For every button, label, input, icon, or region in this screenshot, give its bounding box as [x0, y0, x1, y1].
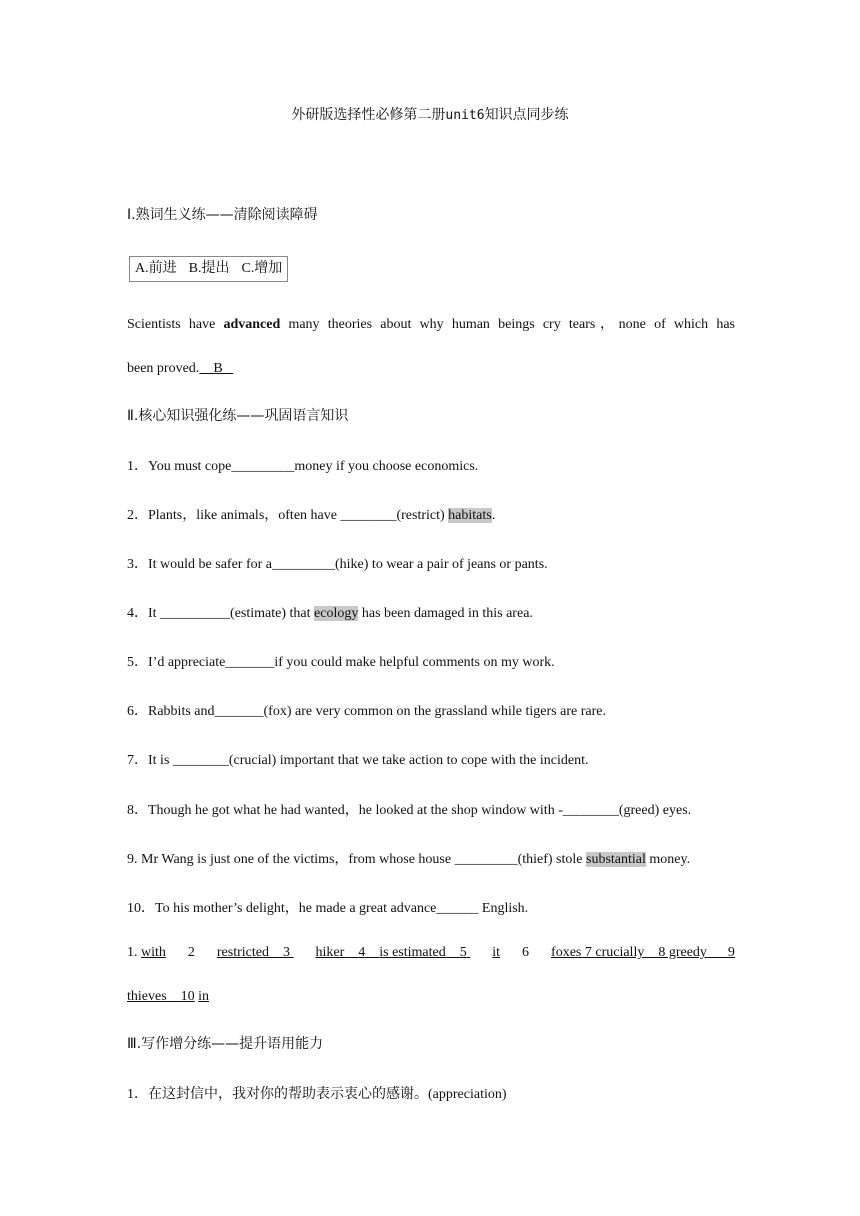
answer-key-line-1	[127, 945, 735, 961]
q4-text: 4．It __________(estimate) that	[127, 606, 311, 621]
answer-9-num: 9	[727, 945, 735, 960]
question-2	[127, 504, 495, 524]
answer-text: B	[213, 361, 223, 376]
answer-2	[217, 945, 294, 961]
answer-4-text: is estimated	[379, 945, 446, 960]
answer-key-line-2	[127, 989, 209, 1005]
q4-end: has been damaged in this area.	[361, 606, 533, 621]
sentence-line-2	[127, 361, 233, 377]
answer-3	[315, 945, 470, 961]
answer-5-num: 5	[459, 945, 467, 960]
question-7: 7．It is ________(crucial) important that we take action to cope with the incident.	[127, 753, 589, 768]
wq1-num: 1．	[127, 1087, 148, 1102]
sentence-line-1	[127, 313, 735, 333]
keyword-advanced: advanced	[223, 317, 281, 332]
page-title	[0, 104, 860, 124]
question-9	[127, 848, 690, 868]
option-b: B.提出	[188, 261, 230, 276]
answer-blank	[199, 361, 233, 376]
q4-highlight: ecology	[314, 606, 359, 621]
question-3: 3．It would be safer for a_________(hike) to wear a pair of jeans or pants.	[127, 557, 548, 572]
question-1: 1．You must cope_________money if you choose economics.	[127, 459, 479, 474]
answer-2-text: restricted	[216, 945, 269, 960]
question-10: 10．To his mother’s delight，he made a great advance______ English.	[127, 901, 529, 916]
q2-highlight: habitats	[448, 508, 492, 523]
q9-text: 9. Mr Wang is just one of the victims，from whose house _________(thief) stole	[127, 852, 583, 867]
answer-1-text: with	[141, 945, 166, 960]
section3-heading: Ⅲ.写作增分练——提升语用能力	[127, 1036, 324, 1052]
answer-5: it	[492, 945, 501, 960]
q2-end: .	[491, 508, 496, 523]
q9-highlight: substantial	[586, 852, 646, 867]
answer-9	[127, 989, 195, 1004]
question-4	[127, 602, 533, 622]
question-6: 6．Rabbits and_______(fox) are very common on the grassland while tigers are rare.	[127, 704, 606, 719]
title-suffix: 知识点同步练	[484, 107, 569, 123]
answer-8-text: 8 greedy	[658, 945, 707, 960]
answer-3-text: hiker	[315, 945, 345, 960]
answer-1	[127, 945, 166, 961]
answer-3-num: 3	[282, 945, 290, 960]
sentence-end: been proved.	[127, 361, 200, 376]
wq1-chinese: 在这封信中，我对你的帮助表示衷心的感谢。	[148, 1086, 428, 1102]
options-box	[129, 256, 288, 282]
section2-heading: Ⅱ.核心知识强化练——巩固语言知识	[127, 408, 349, 424]
answer-10-num: 10	[180, 989, 195, 1004]
answer-1-num: 1.	[127, 945, 138, 960]
answer-6-7-text: foxes 7 crucially	[551, 945, 645, 960]
option-c: C.增加	[241, 261, 283, 276]
question-8: 8．Though he got what he had wanted，he looked at the shop window with -________(greed) eyes.	[127, 803, 692, 818]
title-unit: unit6	[445, 108, 485, 123]
writing-question-1	[127, 1083, 507, 1103]
section1-heading: Ⅰ.熟词生义练——清除阅读障碍	[127, 207, 318, 223]
q2-text: 2．Plants，like animals，often have ________(restrict)	[127, 508, 445, 523]
option-a: A.前进	[135, 261, 177, 276]
answer-10-text: in	[198, 989, 210, 1004]
q9-end: money.	[649, 852, 691, 867]
answer-6-num: 6	[522, 945, 530, 960]
sentence-post: many theories about why human beings cry tears，none of which has	[288, 317, 735, 332]
wq1-keyword: (appreciation)	[428, 1087, 507, 1102]
question-5: 5．I’d appreciate_______if you could make helpful comments on my work.	[127, 655, 555, 670]
title-text: 外研版选择性必修第二册	[291, 107, 446, 123]
answer-4-num: 4	[358, 945, 366, 960]
sentence-pre: Scientists have	[127, 317, 216, 332]
answer-2-num: 2	[187, 945, 195, 960]
answer-9-text: thieves	[127, 989, 167, 1004]
answer-6-7-8	[551, 945, 735, 961]
